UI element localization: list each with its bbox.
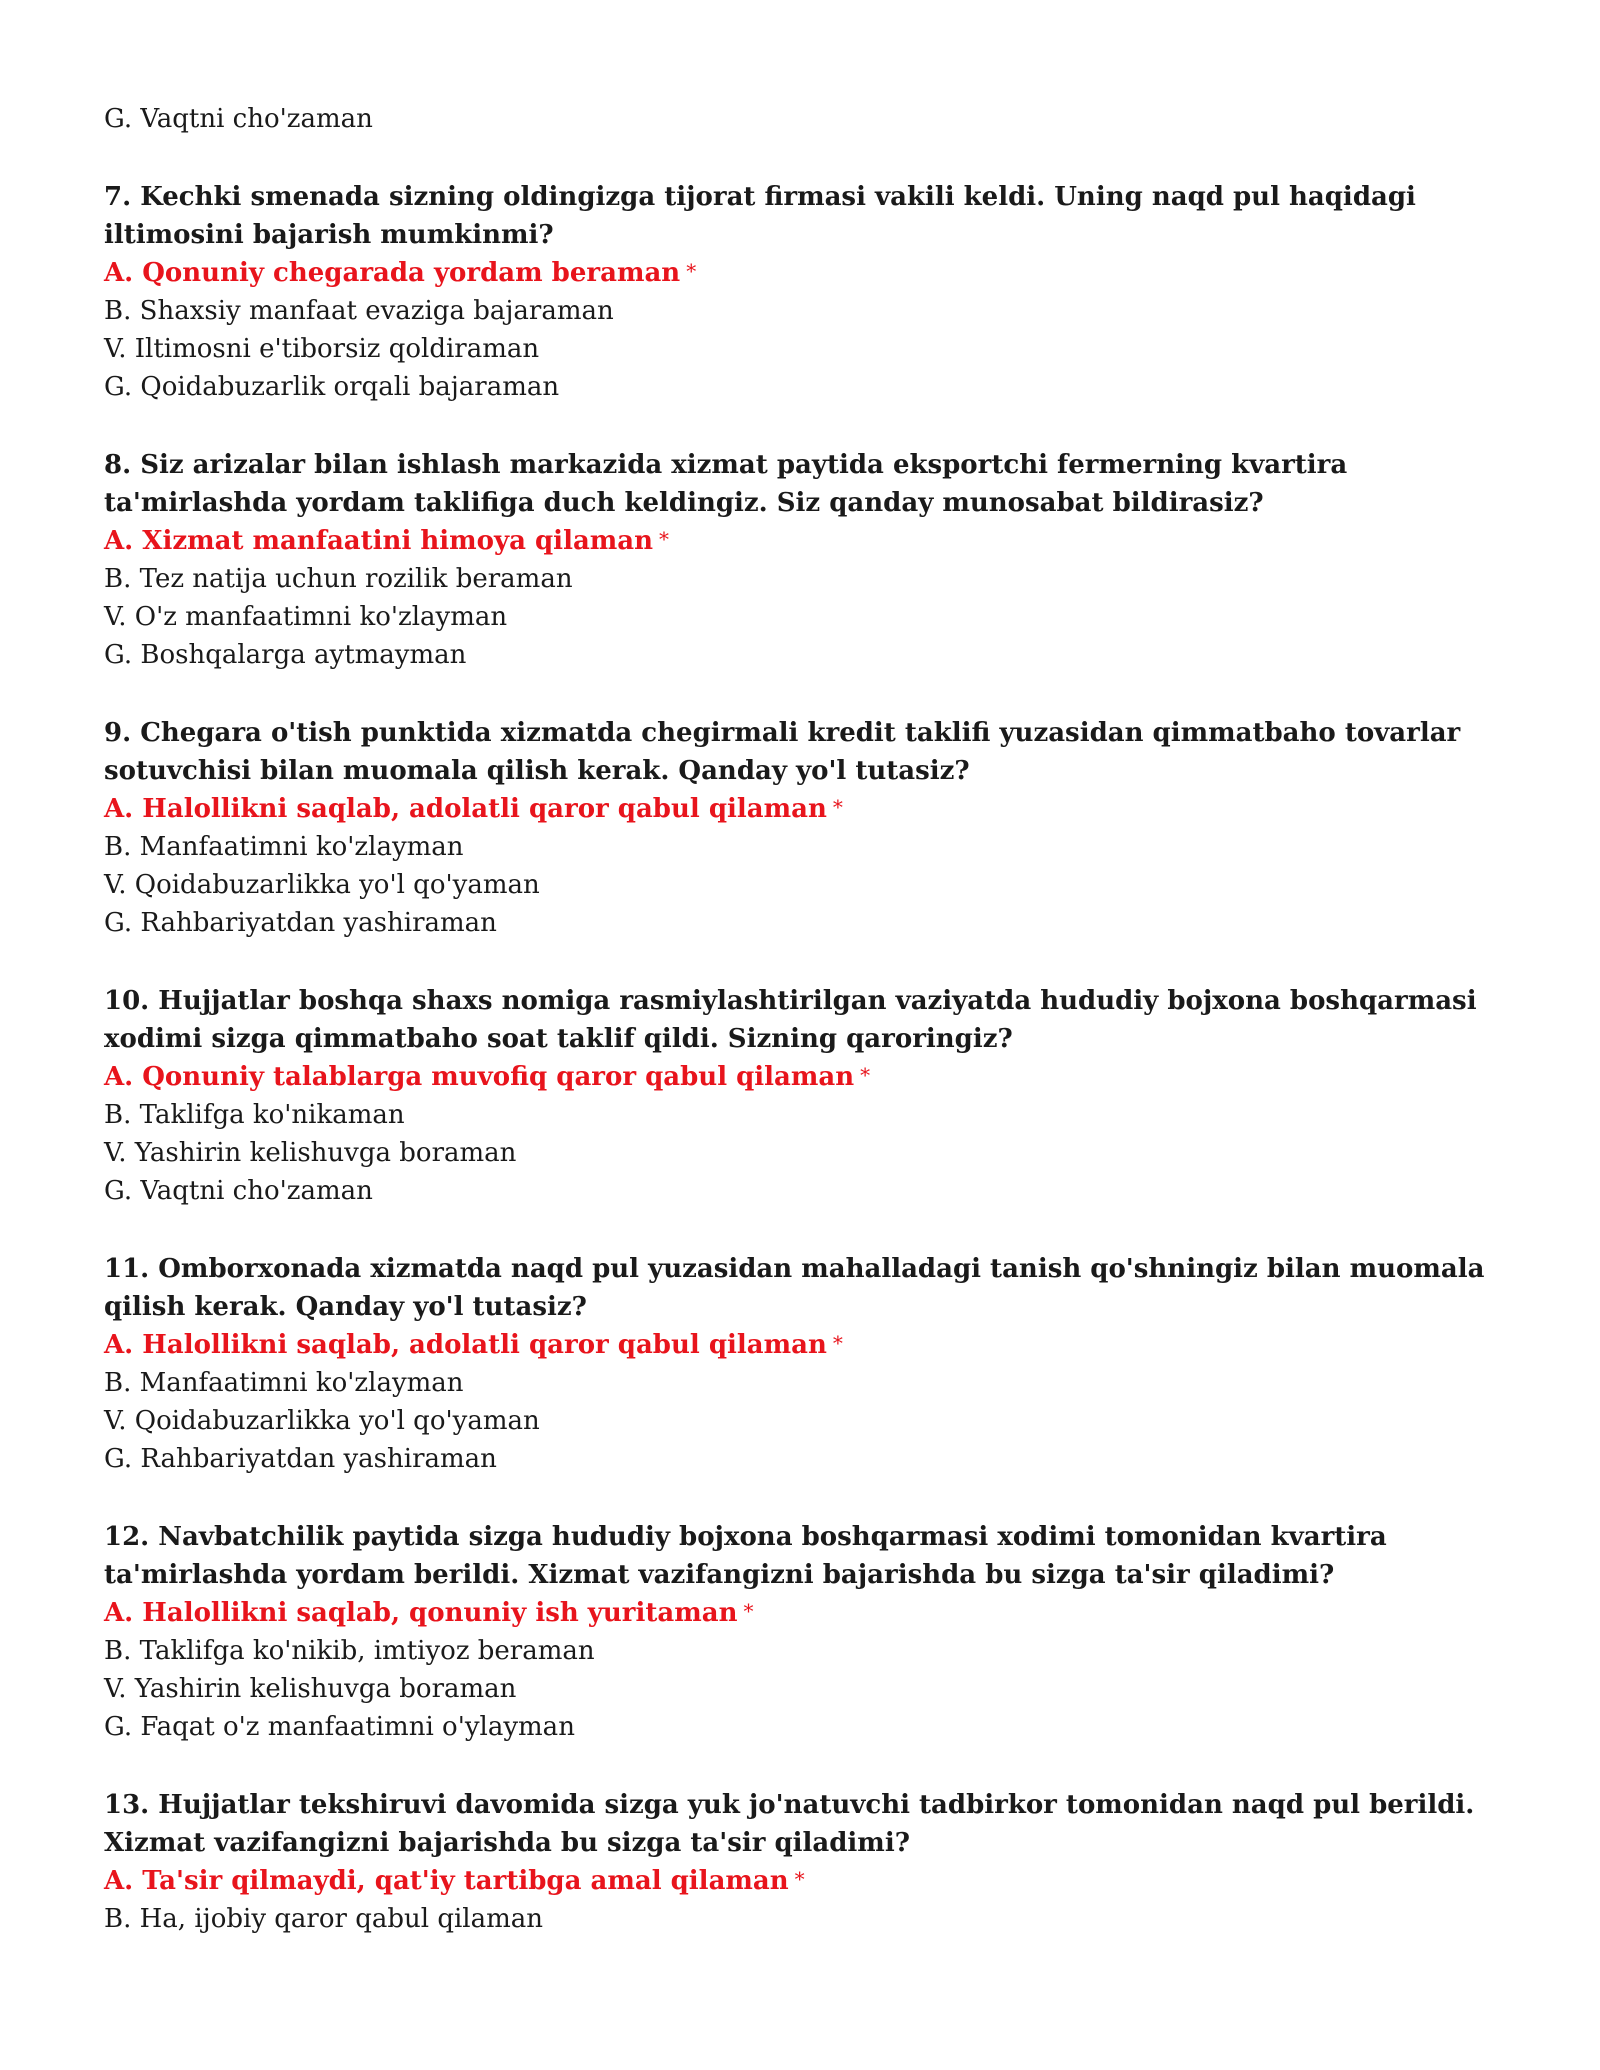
option-label: A. Halollikni saqlab, qonuniy ish yuritaman [104, 1598, 738, 1628]
question-text: 10. Hujjatlar boshqa shaxs nomiga rasmiylashtirilgan vaziyatda hududiy bojxona boshqarmasi xodimi sizga qimmatbaho soat taklif qildi. Sizning qaroringiz? [104, 986, 1477, 1054]
correct-option [104, 1058, 1500, 1096]
option-g: G. Qoidabuzarlik orqali bajaraman [104, 372, 560, 402]
question-text: 13. Hujjatlar tekshiruvi davomida sizga yuk jo'natuvchi tadbirkor tomonidan naqd pul berildi. Xizmat vazifangizni bajarishda bu sizga ta'sir qiladimi? [104, 1790, 1475, 1858]
option-label: A. Qonuniy chegarada yordam beraman [104, 258, 681, 288]
question-11 [104, 1250, 1500, 1478]
correct-option [104, 790, 1500, 828]
option-b: B. Manfaatimni ko'zlayman [104, 1368, 464, 1398]
previous-question-last-option: G. Vaqtni cho'zaman [104, 104, 373, 134]
option-g: G. Boshqalarga aytmayman [104, 640, 467, 670]
option-v: V. Yashirin kelishuvga boraman [104, 1138, 517, 1168]
option-b: B. Taklifga ko'nikib, imtiyoz beraman [104, 1636, 595, 1666]
correct-marker: * [794, 1867, 805, 1891]
correct-option [104, 1594, 1500, 1632]
question-10 [104, 982, 1500, 1210]
option-label: A. Qonuniy talablarga muvofiq qaror qabul qilaman [104, 1062, 855, 1092]
question-9 [104, 714, 1500, 942]
option-label: A. Ta'sir qilmaydi, qat'iy tartibga amal qilaman [104, 1866, 789, 1896]
correct-option [104, 1862, 1500, 1900]
correct-marker: * [832, 795, 843, 819]
question-text: 7. Kechki smenada sizning oldingizga tijorat firmasi vakili keldi. Uning naqd pul haqidagi iltimosini bajarish mumkinmi? [104, 182, 1416, 250]
question-7 [104, 178, 1500, 406]
correct-option [104, 254, 1500, 292]
correct-marker: * [743, 1599, 754, 1623]
option-g: G. Faqat o'z manfaatimni o'ylayman [104, 1712, 575, 1742]
option-label: A. Xizmat manfaatini himoya qilaman [104, 526, 654, 556]
correct-marker: * [832, 1331, 843, 1355]
option-label: A. Halollikni saqlab, adolatli qaror qabul qilaman [104, 794, 827, 824]
correct-marker: * [659, 527, 670, 551]
question-13 [104, 1786, 1500, 1938]
option-v: V. Qoidabuzarlikka yo'l qo'yaman [104, 870, 540, 900]
option-b: B. Shaxsiy manfaat evaziga bajaraman [104, 296, 614, 326]
question-text: 11. Omborxonada xizmatda naqd pul yuzasidan mahalladagi tanish qo'shningiz bilan muomala qilish kerak. Qanday yo'l tutasiz? [104, 1254, 1485, 1322]
option-g: G. Rahbariyatdan yashiraman [104, 908, 497, 938]
question-12 [104, 1518, 1500, 1746]
question-text: 12. Navbatchilik paytida sizga hududiy bojxona boshqarmasi xodimi tomonidan kvartira ta'mirlashda yordam berildi. Xizmat vazifangizni bajarishda bu sizga ta'sir qiladimi? [104, 1522, 1387, 1590]
correct-option [104, 522, 1500, 560]
correct-marker: * [686, 259, 697, 283]
correct-marker: * [860, 1063, 871, 1087]
option-v: V. Yashirin kelishuvga boraman [104, 1674, 517, 1704]
option-v: V. O'z manfaatimni ko'zlayman [104, 602, 508, 632]
option-b: B. Ha, ijobiy qaror qabul qilaman [104, 1904, 543, 1934]
option-b: B. Manfaatimni ko'zlayman [104, 832, 464, 862]
option-v: V. Iltimosni e'tiborsiz qoldiraman [104, 334, 540, 364]
option-g: G. Vaqtni cho'zaman [104, 1176, 373, 1206]
option-v: V. Qoidabuzarlikka yo'l qo'yaman [104, 1406, 540, 1436]
option-label: A. Halollikni saqlab, adolatli qaror qabul qilaman [104, 1330, 827, 1360]
option-b: B. Tez natija uchun rozilik beraman [104, 564, 573, 594]
correct-option [104, 1326, 1500, 1364]
option-b: B. Taklifga ko'nikaman [104, 1100, 405, 1130]
question-text: 8. Siz arizalar bilan ishlash markazida xizmat paytida eksportchi fermerning kvartira ta'mirlashda yordam taklifiga duch keldingiz. Siz qanday munosabat bildirasiz? [104, 450, 1348, 518]
option-g: G. Rahbariyatdan yashiraman [104, 1444, 497, 1474]
question-8 [104, 446, 1500, 674]
question-text: 9. Chegara o'tish punktida xizmatda chegirmali kredit taklifi yuzasidan qimmatbaho tovarlar sotuvchisi bilan muomala qilish kerak. Qanday yo'l tutasiz? [104, 718, 1461, 786]
